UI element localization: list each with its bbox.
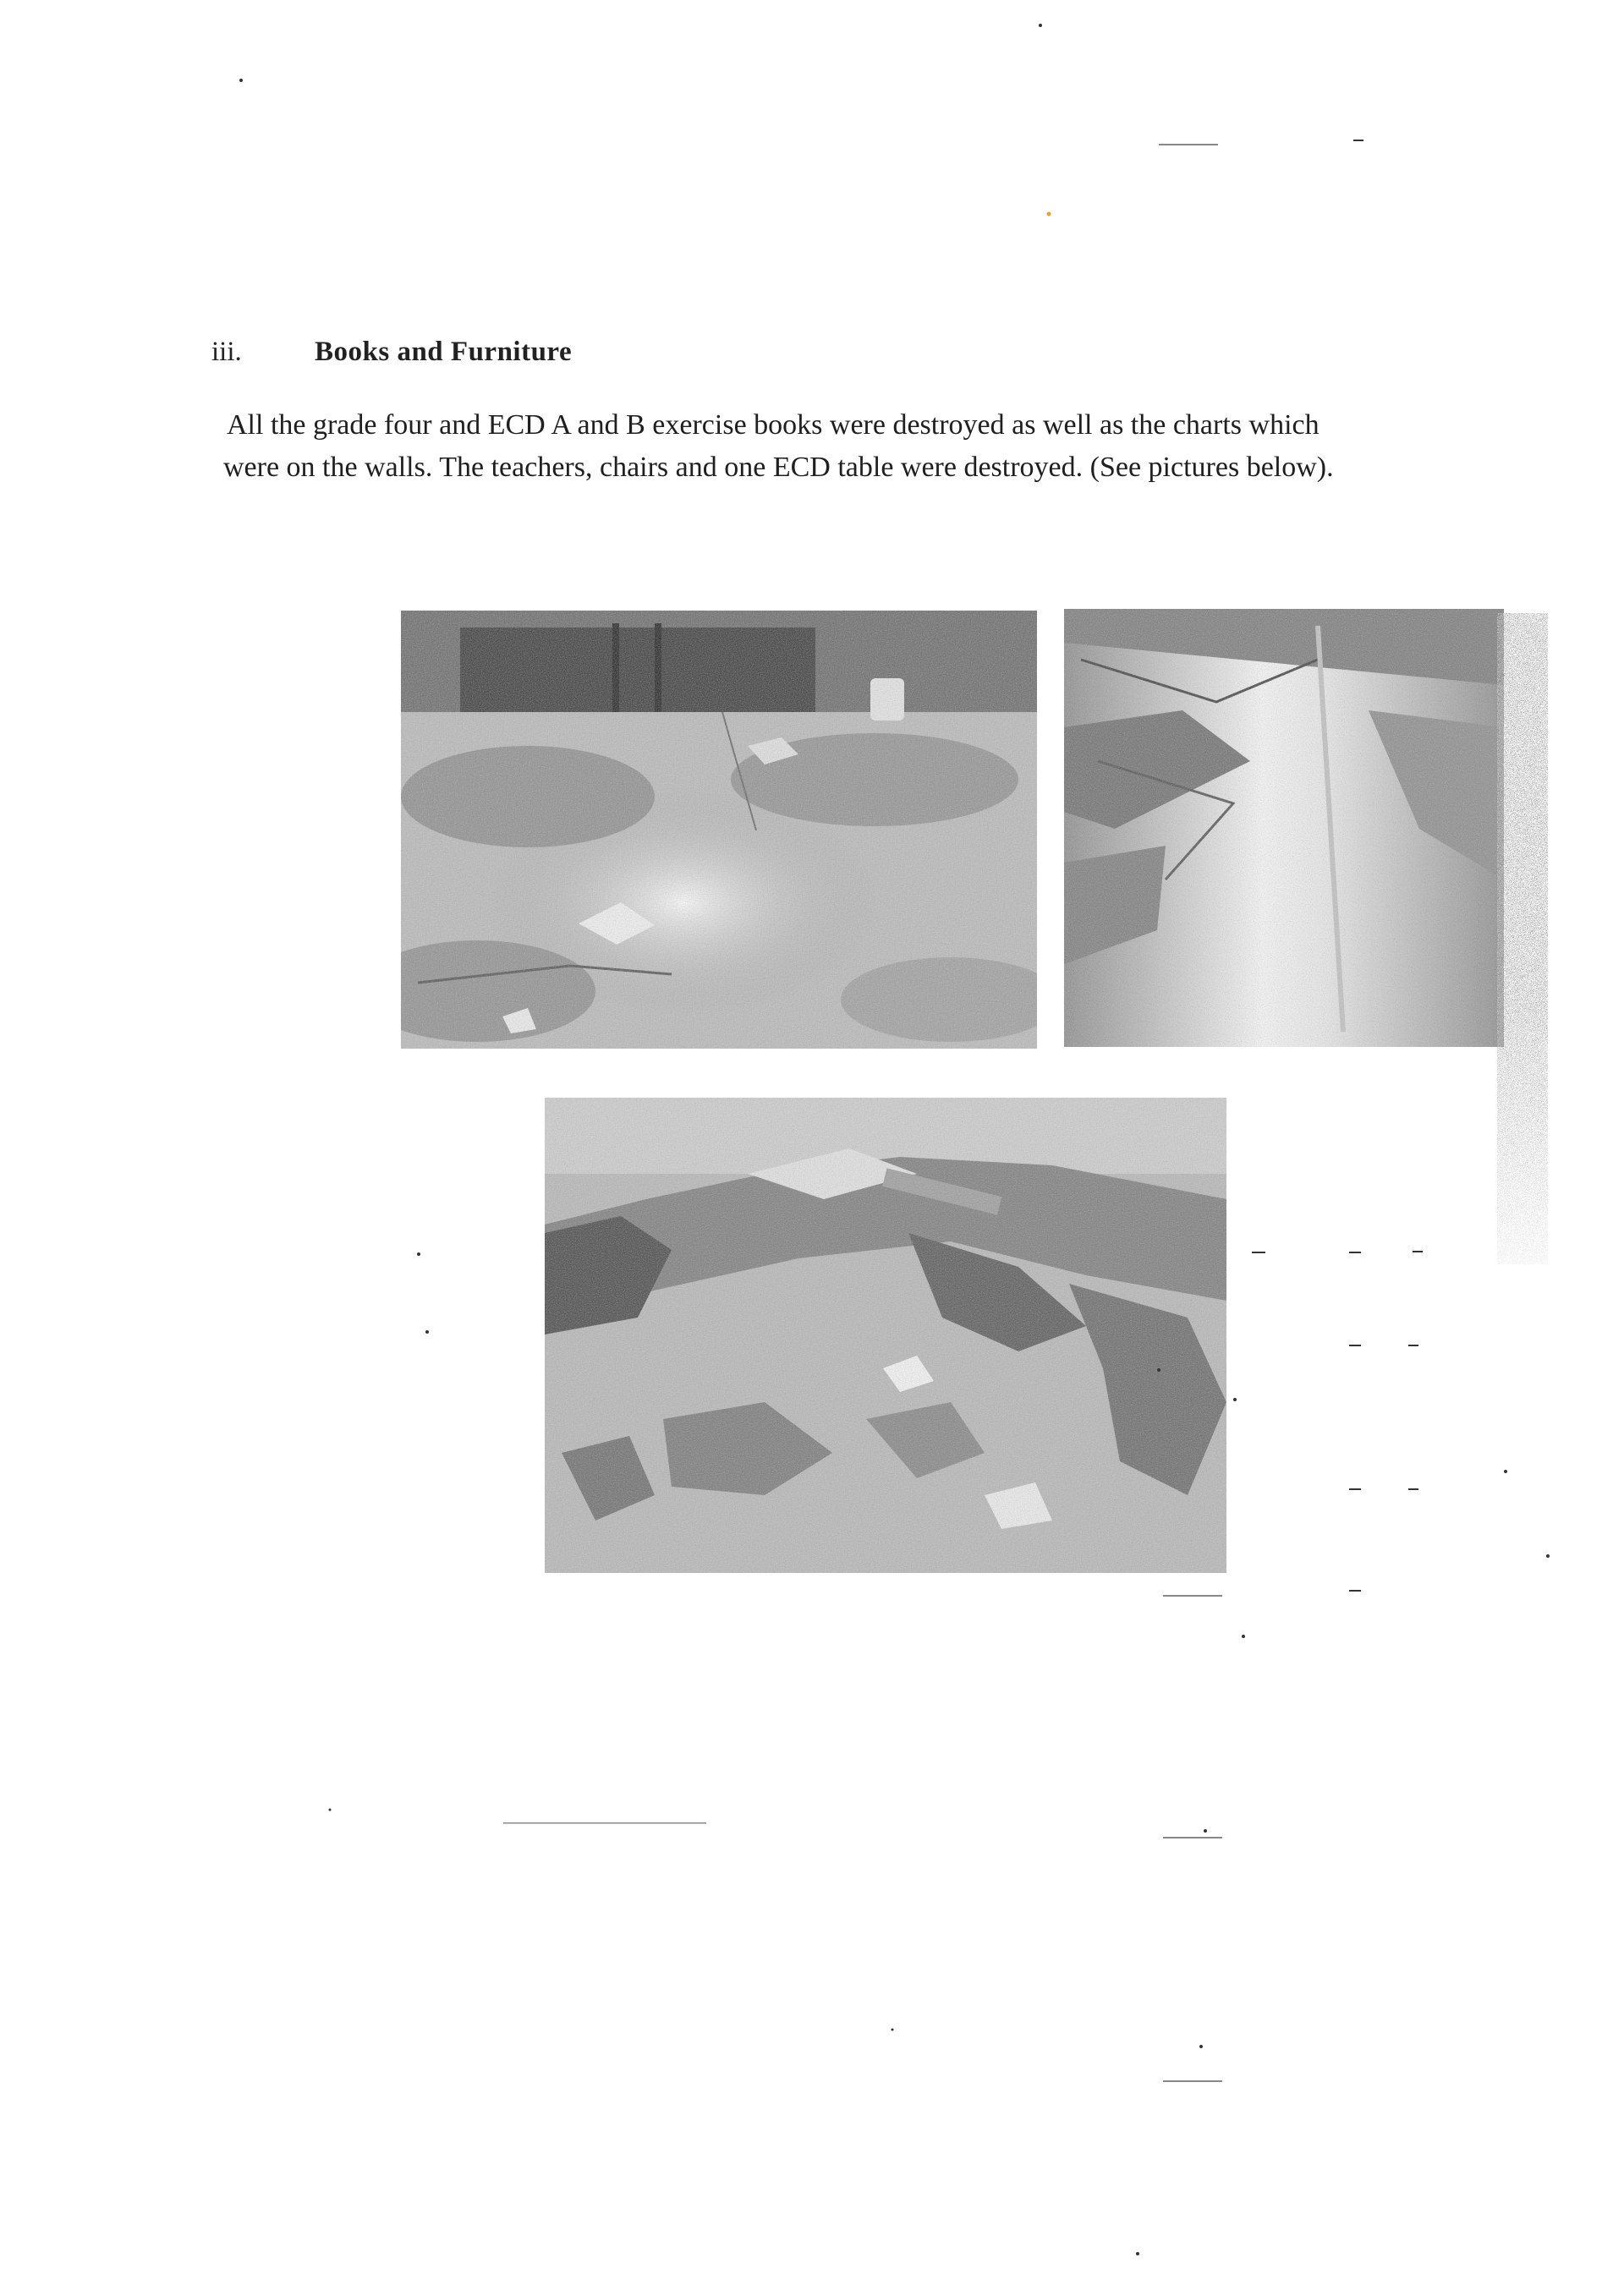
section-heading (211, 337, 572, 368)
photo-classroom-floor (401, 611, 1037, 1049)
section-number: iii. (211, 337, 242, 367)
section-title: Books and Furniture (315, 337, 573, 367)
scan-edge-shadow (1497, 613, 1548, 1264)
paragraph-line-2: were on the walls. The teachers, chairs and one ECD table were destroyed. (See pictures below). (223, 452, 1334, 483)
body-paragraph (223, 404, 1512, 489)
photo-rubble-floor (545, 1098, 1226, 1573)
paragraph-line-1: All the grade four and ECD A and B exercise books were destroyed as well as the charts which (227, 409, 1320, 441)
photo-classroom-corner (1064, 609, 1504, 1047)
